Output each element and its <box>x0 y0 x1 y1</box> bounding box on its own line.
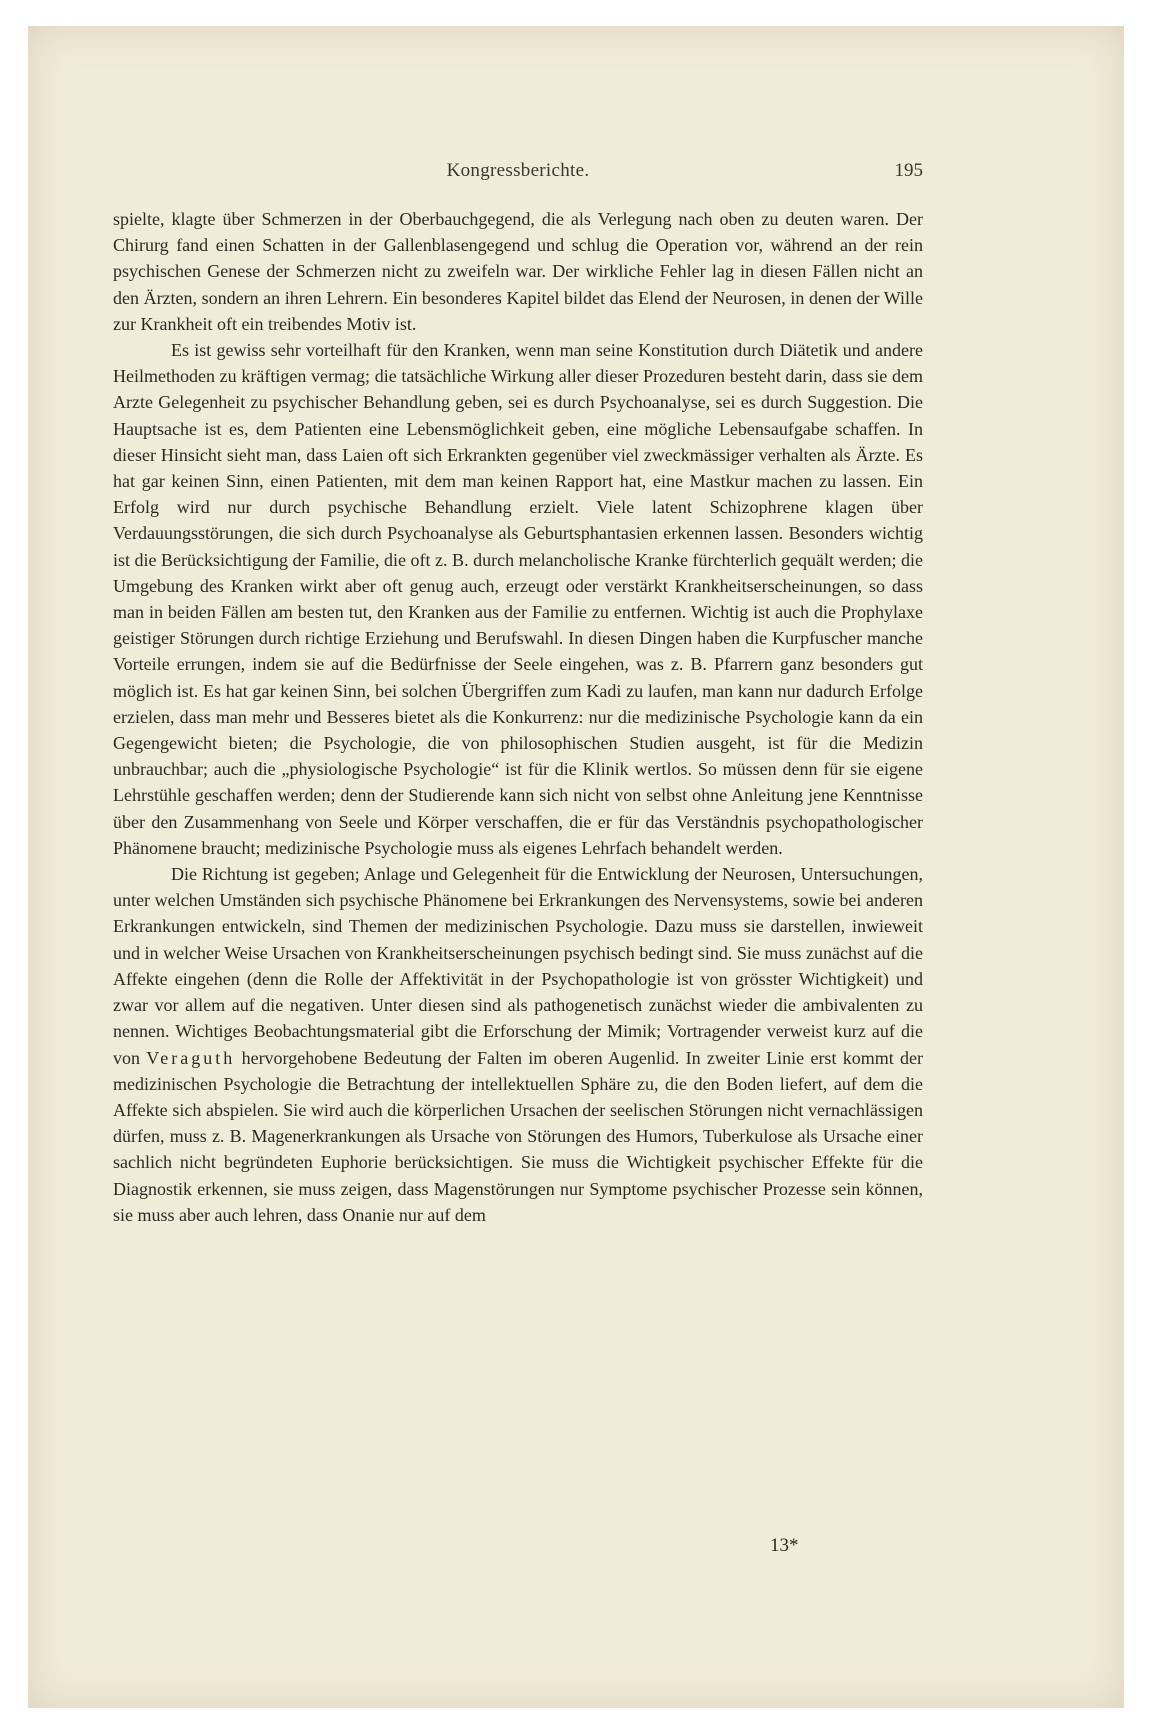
paragraph-2 <box>113 337 923 861</box>
spaced-author-name: Veraguth <box>146 1047 236 1068</box>
paragraph-1-text: spielte, klagte über Schmerzen in der Oberbauchgegend, die als Verlegung nach oben zu deuten waren. Der Chirurg fand einen Schatten in der Gallenblasengegend und schlug die Operation vor, während an der rein psychischen Genese der Schmerzen nicht zu zweifeln war. Der wirkliche Fehler lag in diesen Fällen nicht an den Ärzten, sondern an ihren Lehrern. Ein besonderes Kapitel bildet das Elend der Neurosen, in denen der Wille zur Krankheit oft ein treibendes Motiv ist. <box>113 209 923 334</box>
signature-mark: 13* <box>770 1535 799 1556</box>
paragraph-1 <box>113 206 923 337</box>
page-number: 195 <box>894 160 923 181</box>
paragraph-3-text-before: Die Richtung ist gegeben; Anlage und Gelegenheit für die Entwicklung der Neurosen, Untersuchungen, unter welchen Umständen sich psychische Phänomene bei Erkrankungen des Nervensystems, sowie bei anderen Erkrankungen entwickeln, sind Themen der medizinischen Psychologie. Dazu muss sie darstellen, inwieweit und in welcher Weise Ursachen von Krankheitserscheinungen psychisch bedingt sind. Sie muss zunächst auf die Affekte eingehen (denn die Rolle der Affektivität in der Psychopathologie ist von grösster Wichtigkeit) und zwar vor allem auf die negativen. Unter diesen sind als pathogenetisch zunächst wieder die ambivalenten zu nennen. Wichtiges Beobachtungsmaterial gibt die Erforschung der Mimik; Vortragender verweist kurz auf die von <box>113 864 923 1068</box>
paragraph-3-text-after: hervorgehobene Bedeutung der Falten im oberen Augenlid. In zweiter Linie erst kommt der medizinischen Psychologie die Betrachtung der intellektuellen Sphäre zu, die den Boden liefert, auf dem die Affekte sich abspielen. Sie wird auch die körperlichen Ursachen der seelischen Störungen nicht vernachlässigen dürfen, muss z. B. Magenerkrankungen als Ursache von Störungen des Humors, Tuberkulose als Ursache einer sachlich nicht begründeten Euphorie berücksichtigen. Sie muss die Wichtigkeit psychischer Effekte für die Diagnostik erkennen, sie muss zeigen, dass Magenstörungen nur Symptome psychischer Prozesse sein können, sie muss aber auch lehren, dass Onanie nur auf dem <box>113 1047 924 1225</box>
page-header <box>113 160 923 190</box>
running-head: Kongressberichte. <box>446 160 590 181</box>
paragraph-2-text: Es ist gewiss sehr vorteilhaft für den Kranken, wenn man seine Konstitution durch Diätetik und andere Heilmethoden zu kräftigen vermag; die tatsächliche Wirkung aller dieser Prozeduren besteht darin, dass sie dem Arzte Gelegenheit zu psychischer Behandlung geben, sei es durch Psychoanalyse, sei es durch Suggestion. Die Hauptsache ist es, dem Patienten eine Lebensmöglichkeit geben, eine mögliche Lebensaufgabe schaffen. In dieser Hinsicht sieht man, dass Laien oft sich Erkrankten gegenüber viel zweckmässiger verhalten als Ärzte. Es hat gar keinen Sinn, einen Patienten, mit dem man keinen Rapport hat, eine Mastkur machen zu lassen. Ein Erfolg wird nur durch psychische Behandlung erzielt. Viele latent Schizophrene klagen über Verdauungsstörungen, die sich durch Psychoanalyse als Geburtsphantasien erkennen lassen. Besonders wichtig ist die Berücksichtigung der Familie, die oft z. B. durch melancholische Kranke fürchterlich gequält werden; die Umgebung des Kranken wirkt aber oft genug auch, erzeugt oder verstärkt Krankheitserscheinungen, so dass man in beiden Fällen am besten tut, den Kranken aus der Familie zu entfernen. Wichtig ist auch die Prophylaxe geistiger Störungen durch richtige Erziehung und Berufswahl. In diesen Dingen haben die Kurpfuscher manche Vorteile errungen, indem sie auf die Bedürfnisse der Seele eingehen, was z. B. Pfarrern ganz besonders gut möglich ist. Es hat gar keinen Sinn, bei solchen Übergriffen zum Kadi zu laufen, man kann nur dadurch Erfolge erzielen, dass man mehr und Besseres bietet als die Konkurrenz: nur die medizinische Psychologie kann da ein Gegengewicht bieten; die Psychologie, die von philosophischen Studien ausgeht, ist für die Medizin unbrauchbar; auch die „physiologische Psychologie“ ist für die Klinik wertlos. So müssen denn für sie eigene Lehrstühle geschaffen werden; denn der Studierende kann sich nicht von selbst ohne Anleitung jene Kenntnisse über den Zusammenhang von Seele und Körper verschaffen, die er für das Verständnis psychopathologischer Phänomene braucht; medizinische Psychologie muss als eigenes Lehrfach behandelt werden. <box>113 340 923 858</box>
paragraph-3 <box>113 861 923 1228</box>
body-text <box>113 206 923 1228</box>
